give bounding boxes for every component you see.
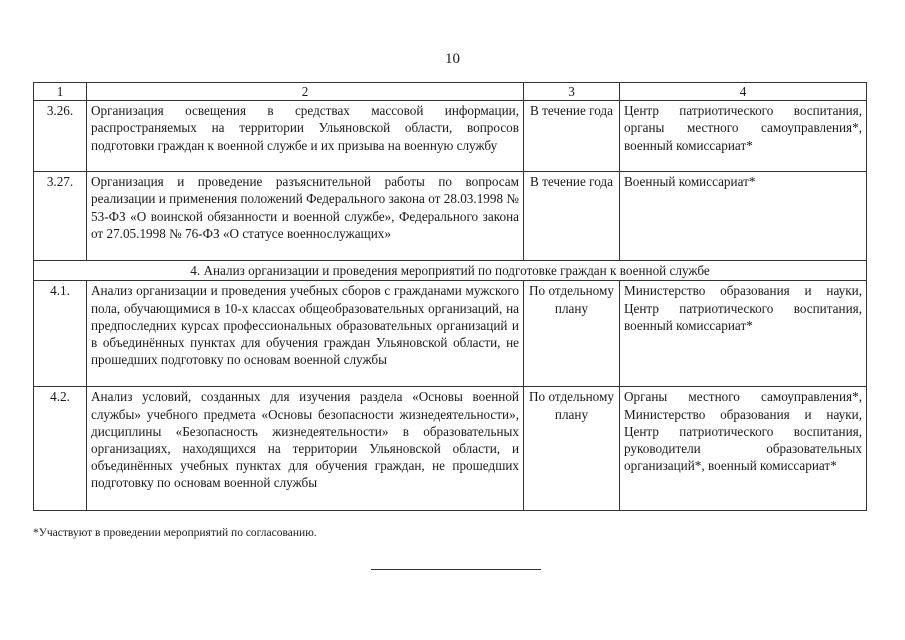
header-col-4: 4 — [620, 83, 867, 101]
header-col-1: 1 — [34, 83, 87, 101]
table-row — [34, 101, 867, 172]
table-row — [34, 387, 867, 511]
activities-table — [33, 82, 867, 511]
row-description: Организация освещения в средствах массовой информации, распространяемых на территории Ульяновской области, вопросов подготовки граждан к военной службе и их призыва на военную службу — [87, 101, 524, 172]
row-responsible: Министерство образования и науки, Центр патриотического воспитания, военный комиссариат* — [620, 281, 867, 387]
header-col-2: 2 — [87, 83, 524, 101]
table-row — [34, 281, 867, 387]
row-description: Организация и проведение разъяснительной работы по вопросам реализации и применения положений Федерального закона от 28.03.1998 № 53-ФЗ «О воинской обязанности и военной службе», Федерального закона от 27.05.1998 № 76-ФЗ «О статусе военнослужащих» — [87, 172, 524, 261]
section-row — [34, 261, 867, 281]
row-term: По отдельному плану — [524, 281, 620, 387]
row-number: 3.26. — [34, 101, 87, 172]
row-responsible: Органы местного самоуправления*, Министерство образования и науки, Центр патриотического воспитания, руководители образовательных организаций*, военный комиссариат* — [620, 387, 867, 511]
row-term: В течение года — [524, 172, 620, 261]
section-title: 4. Анализ организации и проведения мероприятий по подготовке граждан к военной службе — [34, 261, 867, 281]
row-term: По отдельному плану — [524, 387, 620, 511]
footnote: *Участвуют в проведении мероприятий по согласованию. — [33, 527, 317, 539]
table-header-row — [34, 83, 867, 101]
row-responsible: Центр патриотического воспитания, органы местного самоуправления*, военный комиссариат* — [620, 101, 867, 172]
table-row — [34, 172, 867, 261]
end-rule — [371, 569, 541, 570]
header-col-3: 3 — [524, 83, 620, 101]
row-number: 4.1. — [34, 281, 87, 387]
row-description: Анализ организации и проведения учебных сборов с гражданами мужского пола, обучающимися в 10-х классах общеобразовательных организаций, на предпоследних курсах профессиональных образовательных организаций и в объединённых пунктах для обучения граждан Ульяновской области, не прошедших подготовку по основам военной службы — [87, 281, 524, 387]
row-number: 4.2. — [34, 387, 87, 511]
row-number: 3.27. — [34, 172, 87, 261]
page-number: 10 — [445, 51, 460, 67]
row-responsible: Военный комиссариат* — [620, 172, 867, 261]
row-description: Анализ условий, созданных для изучения раздела «Основы военной службы» учебного предмета «Основы безопасности жизнедеятельности», дисциплины «Безопасность жизнедеятельности» в образовательных организациях, находящихся на территории Ульяновской области, и объединённых учебных пунктах для обучения граждан, не прошедших подготовку по основам военной службы — [87, 387, 524, 511]
row-term: В течение года — [524, 101, 620, 172]
